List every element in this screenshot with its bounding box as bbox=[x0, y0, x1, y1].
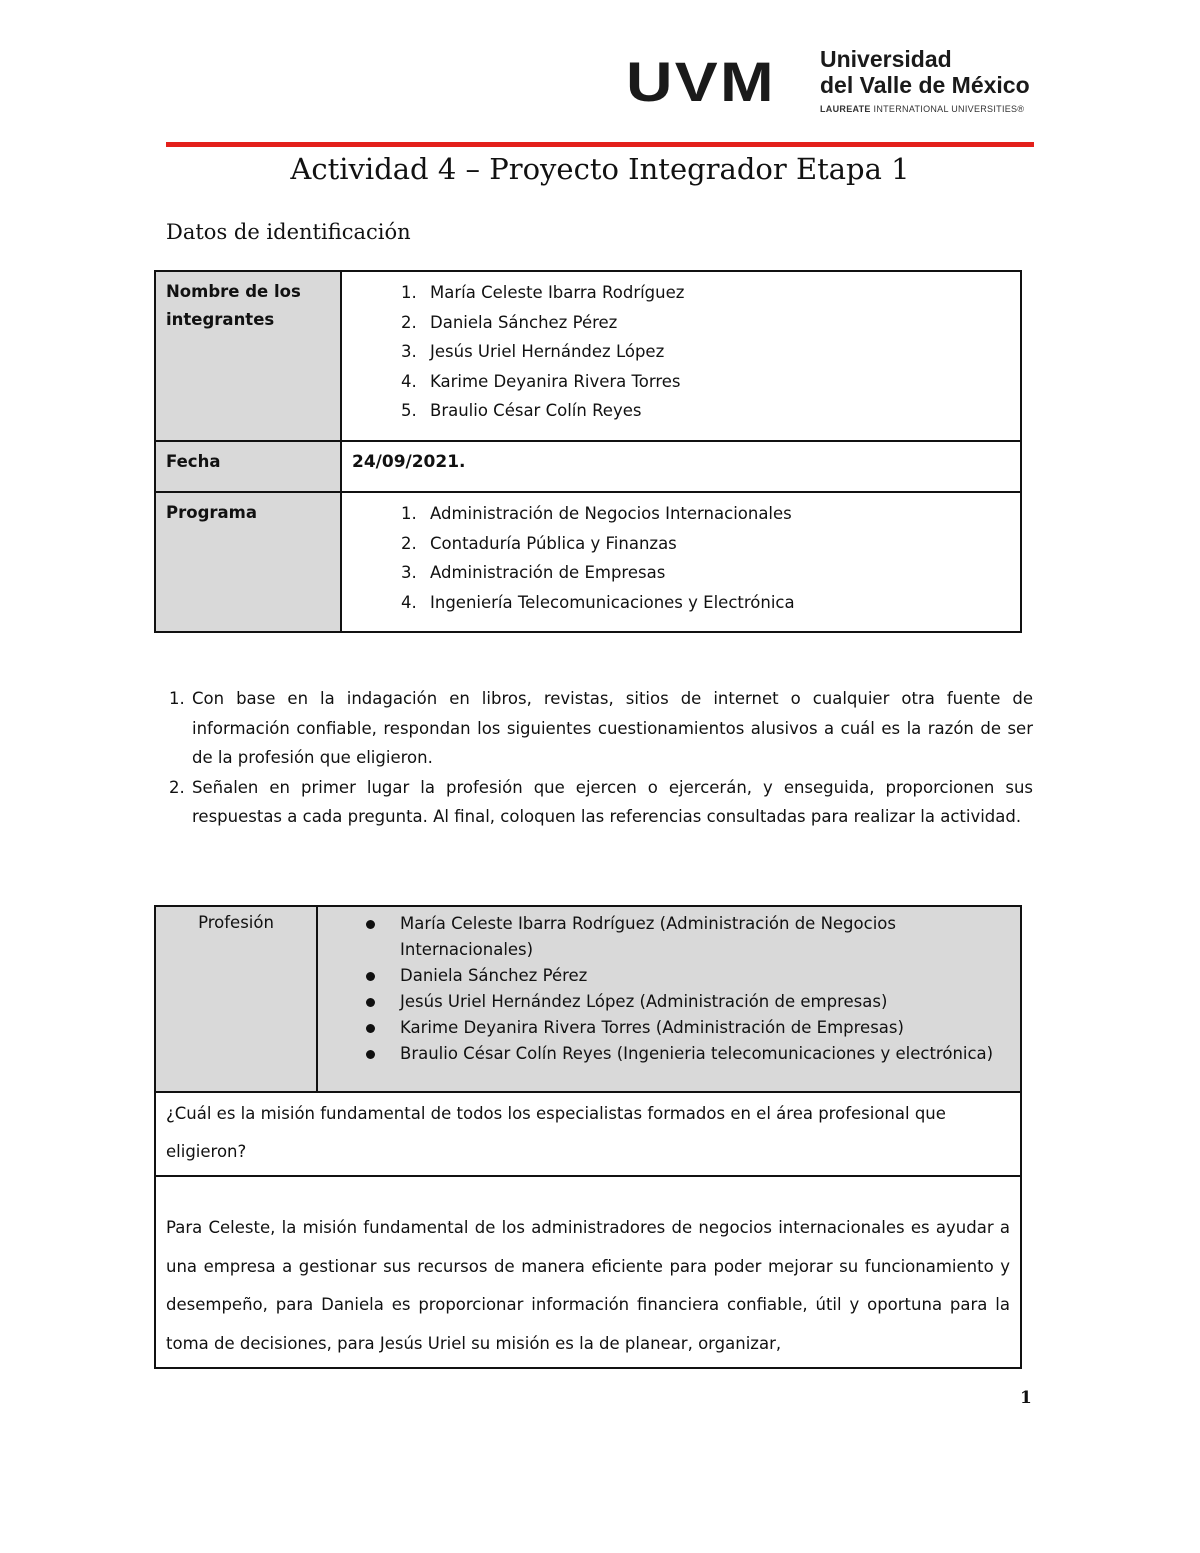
list-item bbox=[400, 963, 1010, 989]
profession-item-text: Jesús Uriel Hernández López (Administración de empresas) bbox=[400, 992, 888, 1011]
uvm-logo: UVM bbox=[626, 50, 777, 113]
list-item: 2. Señalen en primer lugar la profesión que ejercen o ejercerán, y enseguida, proporcionen sus respuestas a cada pregunta. Al final, coloquen las referencias consultadas para realizar la actividad. bbox=[190, 773, 1033, 832]
page-number: 1 bbox=[1020, 1388, 1032, 1408]
bullet-icon bbox=[366, 1050, 375, 1059]
profession-item-text: Braulio César Colín Reyes (Ingenieria telecomunicaciones y electrónica) bbox=[400, 1044, 994, 1063]
list-item: 2. Contaduría Pública y Finanzas bbox=[422, 529, 1010, 559]
date-value: 24/09/2021. bbox=[341, 441, 1021, 492]
list-item bbox=[400, 911, 1010, 963]
profession-item-text: María Celeste Ibarra Rodríguez (Administración de Negocios Internacionales) bbox=[400, 914, 896, 959]
mission-answer: Para Celeste, la misión fundamental de los administradores de negocios internacionales es ayudar a una empresa a gestionar sus recursos de manera eficiente para poder mejorar su funcionamiento y desempeño, para Daniela es proporcionar información financiera confiable, útil y oportuna para la toma de decisiones, para Jesús Uriel su misión es la de planear, organizar, bbox=[155, 1176, 1021, 1368]
university-name-line1: Universidad bbox=[820, 46, 952, 72]
program-cell bbox=[341, 492, 1021, 632]
list-item: 1. María Celeste Ibarra Rodríguez bbox=[422, 278, 1010, 308]
profession-list bbox=[318, 911, 1010, 1067]
identification-table bbox=[154, 270, 1022, 633]
profession-item-text: Karime Deyanira Rivera Torres (Administración de Empresas) bbox=[400, 1018, 904, 1037]
answer-row bbox=[155, 1176, 1021, 1368]
list-item: 5. Braulio César Colín Reyes bbox=[422, 396, 1010, 426]
bullet-icon bbox=[366, 1024, 375, 1033]
list-item: 1. Con base en la indagación en libros, revistas, sitios de internet o cualquier otra fuente de información confiable, respondan los siguientes cuestionamientos alusivos a cuál es la razón de ser de la profesión que eligieron. bbox=[190, 684, 1033, 773]
members-cell bbox=[341, 271, 1021, 441]
date-row bbox=[155, 441, 1021, 492]
profession-row bbox=[155, 906, 1021, 1092]
date-label: Fecha bbox=[155, 441, 341, 492]
laureate-rest: INTERNATIONAL UNIVERSITIES® bbox=[870, 104, 1025, 114]
instructions bbox=[190, 684, 1033, 832]
laureate-tagline bbox=[820, 104, 1024, 114]
profession-cell bbox=[317, 906, 1021, 1092]
program-label: Programa bbox=[155, 492, 341, 632]
list-item bbox=[400, 989, 1010, 1015]
list-item: 4. Ingeniería Telecomunicaciones y Electrónica bbox=[422, 588, 1010, 618]
university-name-line2: del Valle de México bbox=[820, 72, 1030, 98]
bullet-icon bbox=[366, 998, 375, 1007]
list-item: 1. Administración de Negocios Internacionales bbox=[422, 499, 1010, 529]
list-item bbox=[400, 1041, 1010, 1067]
program-list bbox=[352, 499, 1010, 617]
document-title: Actividad 4 – Proyecto Integrador Etapa 1 bbox=[290, 152, 910, 186]
list-item: 3. Administración de Empresas bbox=[422, 558, 1010, 588]
profession-item-text: Daniela Sánchez Pérez bbox=[400, 966, 588, 985]
list-item: 2. Daniela Sánchez Pérez bbox=[422, 308, 1010, 338]
mission-question: ¿Cuál es la misión fundamental de todos los especialistas formados en el área profesional que eligieron? bbox=[155, 1092, 1021, 1176]
list-item: 3. Jesús Uriel Hernández López bbox=[422, 337, 1010, 367]
university-name bbox=[820, 46, 1030, 98]
members-label: Nombre de los integrantes bbox=[155, 271, 341, 441]
laureate-bold: LAUREATE bbox=[820, 104, 871, 114]
section-subtitle: Datos de identificación bbox=[166, 220, 411, 244]
bullet-icon bbox=[366, 972, 375, 981]
question-row bbox=[155, 1092, 1021, 1176]
instructions-list bbox=[145, 684, 1033, 832]
members-row bbox=[155, 271, 1021, 441]
profession-table bbox=[154, 905, 1022, 1369]
members-list bbox=[352, 278, 1010, 426]
list-item bbox=[400, 1015, 1010, 1041]
header-divider bbox=[166, 142, 1034, 147]
list-item: 4. Karime Deyanira Rivera Torres bbox=[422, 367, 1010, 397]
program-row bbox=[155, 492, 1021, 632]
bullet-icon bbox=[366, 920, 375, 929]
profession-label: Profesión bbox=[155, 906, 317, 1092]
